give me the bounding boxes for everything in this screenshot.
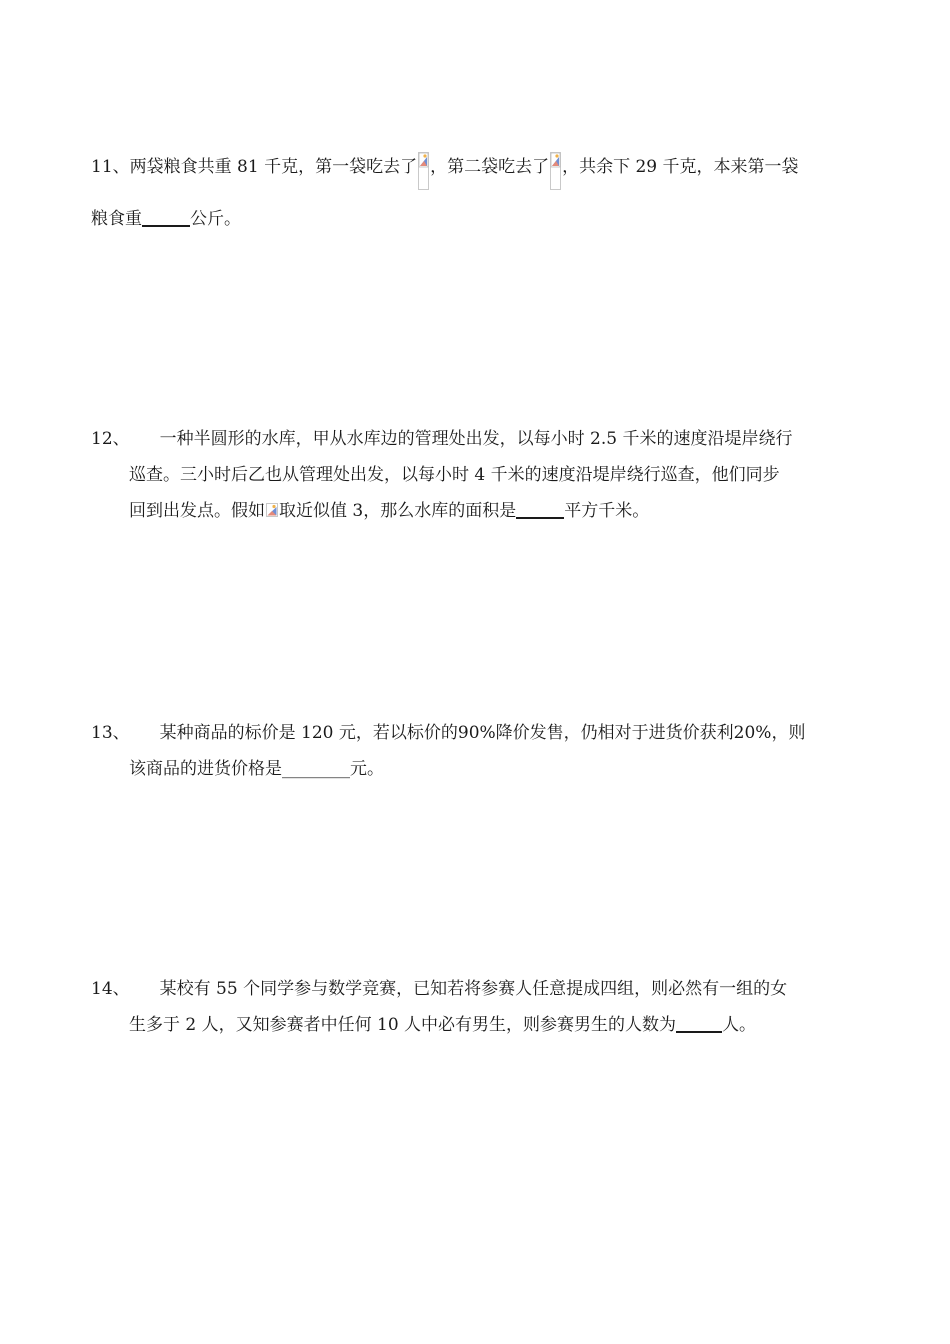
question-11-text: ，第二袋吃去了 xyxy=(430,157,550,177)
question-13-line-2 xyxy=(91,756,861,782)
question-14-line-2 xyxy=(91,1012,861,1038)
answer-blank[interactable] xyxy=(516,499,564,519)
question-11-line-2 xyxy=(91,206,861,232)
question-14-text: 生多于 2 人，又知参赛者中任何 10 人中必有男生，则参赛男生的人数为 xyxy=(129,1015,677,1035)
question-12-text: 巡查。三小时后乙也从管理处出发，以每小时 4 千米的速度沿堤岸绕行巡查，他们同步 xyxy=(129,465,780,485)
question-11-text: 公斤。 xyxy=(190,209,241,229)
question-12-text: 一种半圆形的水库，甲从水库边的管理处出发，以每小时 2.5 千米的速度沿堤岸绕行 xyxy=(159,429,793,449)
question-number: 12、 xyxy=(91,429,130,449)
question-11-text: ，共余下 29 千克，本来第一袋 xyxy=(562,157,799,177)
question-12-line-1 xyxy=(91,426,861,452)
broken-image-icon xyxy=(418,152,429,190)
question-11-text: 11、两袋粮食共重 81 千克，第一袋吃去了 xyxy=(91,157,418,177)
answer-blank[interactable] xyxy=(142,207,190,227)
question-14 xyxy=(91,976,861,1038)
question-14-text: 某校有 55 个同学参与数学竞赛，已知若将参赛人任意提成四组，则必然有一组的女 xyxy=(159,979,788,999)
question-12-text: 回到出发点。假如 xyxy=(129,501,265,521)
answer-blank[interactable]: ________ xyxy=(282,759,350,779)
question-14-text: 人。 xyxy=(722,1015,757,1035)
question-13 xyxy=(91,720,861,782)
question-12-line-3 xyxy=(91,498,861,524)
question-12-text: 取近似值 3，那么水库的面积是 xyxy=(279,501,517,521)
question-12 xyxy=(91,426,861,524)
question-number: 14、 xyxy=(91,979,130,999)
broken-image-icon xyxy=(266,503,278,517)
question-11-text: 粮食重 xyxy=(91,209,142,229)
question-11 xyxy=(91,152,861,232)
question-13-text: 某种商品的标价是 120 元，若以标价的90%降价发售，仍相对于进货价获利20%，则 xyxy=(159,723,806,743)
question-13-line-1 xyxy=(91,720,861,746)
question-12-line-2 xyxy=(91,462,861,488)
question-number: 13、 xyxy=(91,723,130,743)
broken-image-icon xyxy=(550,152,561,190)
question-13-text: 元。 xyxy=(350,759,384,779)
question-11-line-1 xyxy=(91,152,861,178)
question-13-text: 该商品的进货价格是 xyxy=(129,759,282,779)
question-12-text: 平方千米。 xyxy=(564,501,650,521)
question-14-line-1 xyxy=(91,976,861,1002)
answer-blank[interactable] xyxy=(676,1013,722,1033)
